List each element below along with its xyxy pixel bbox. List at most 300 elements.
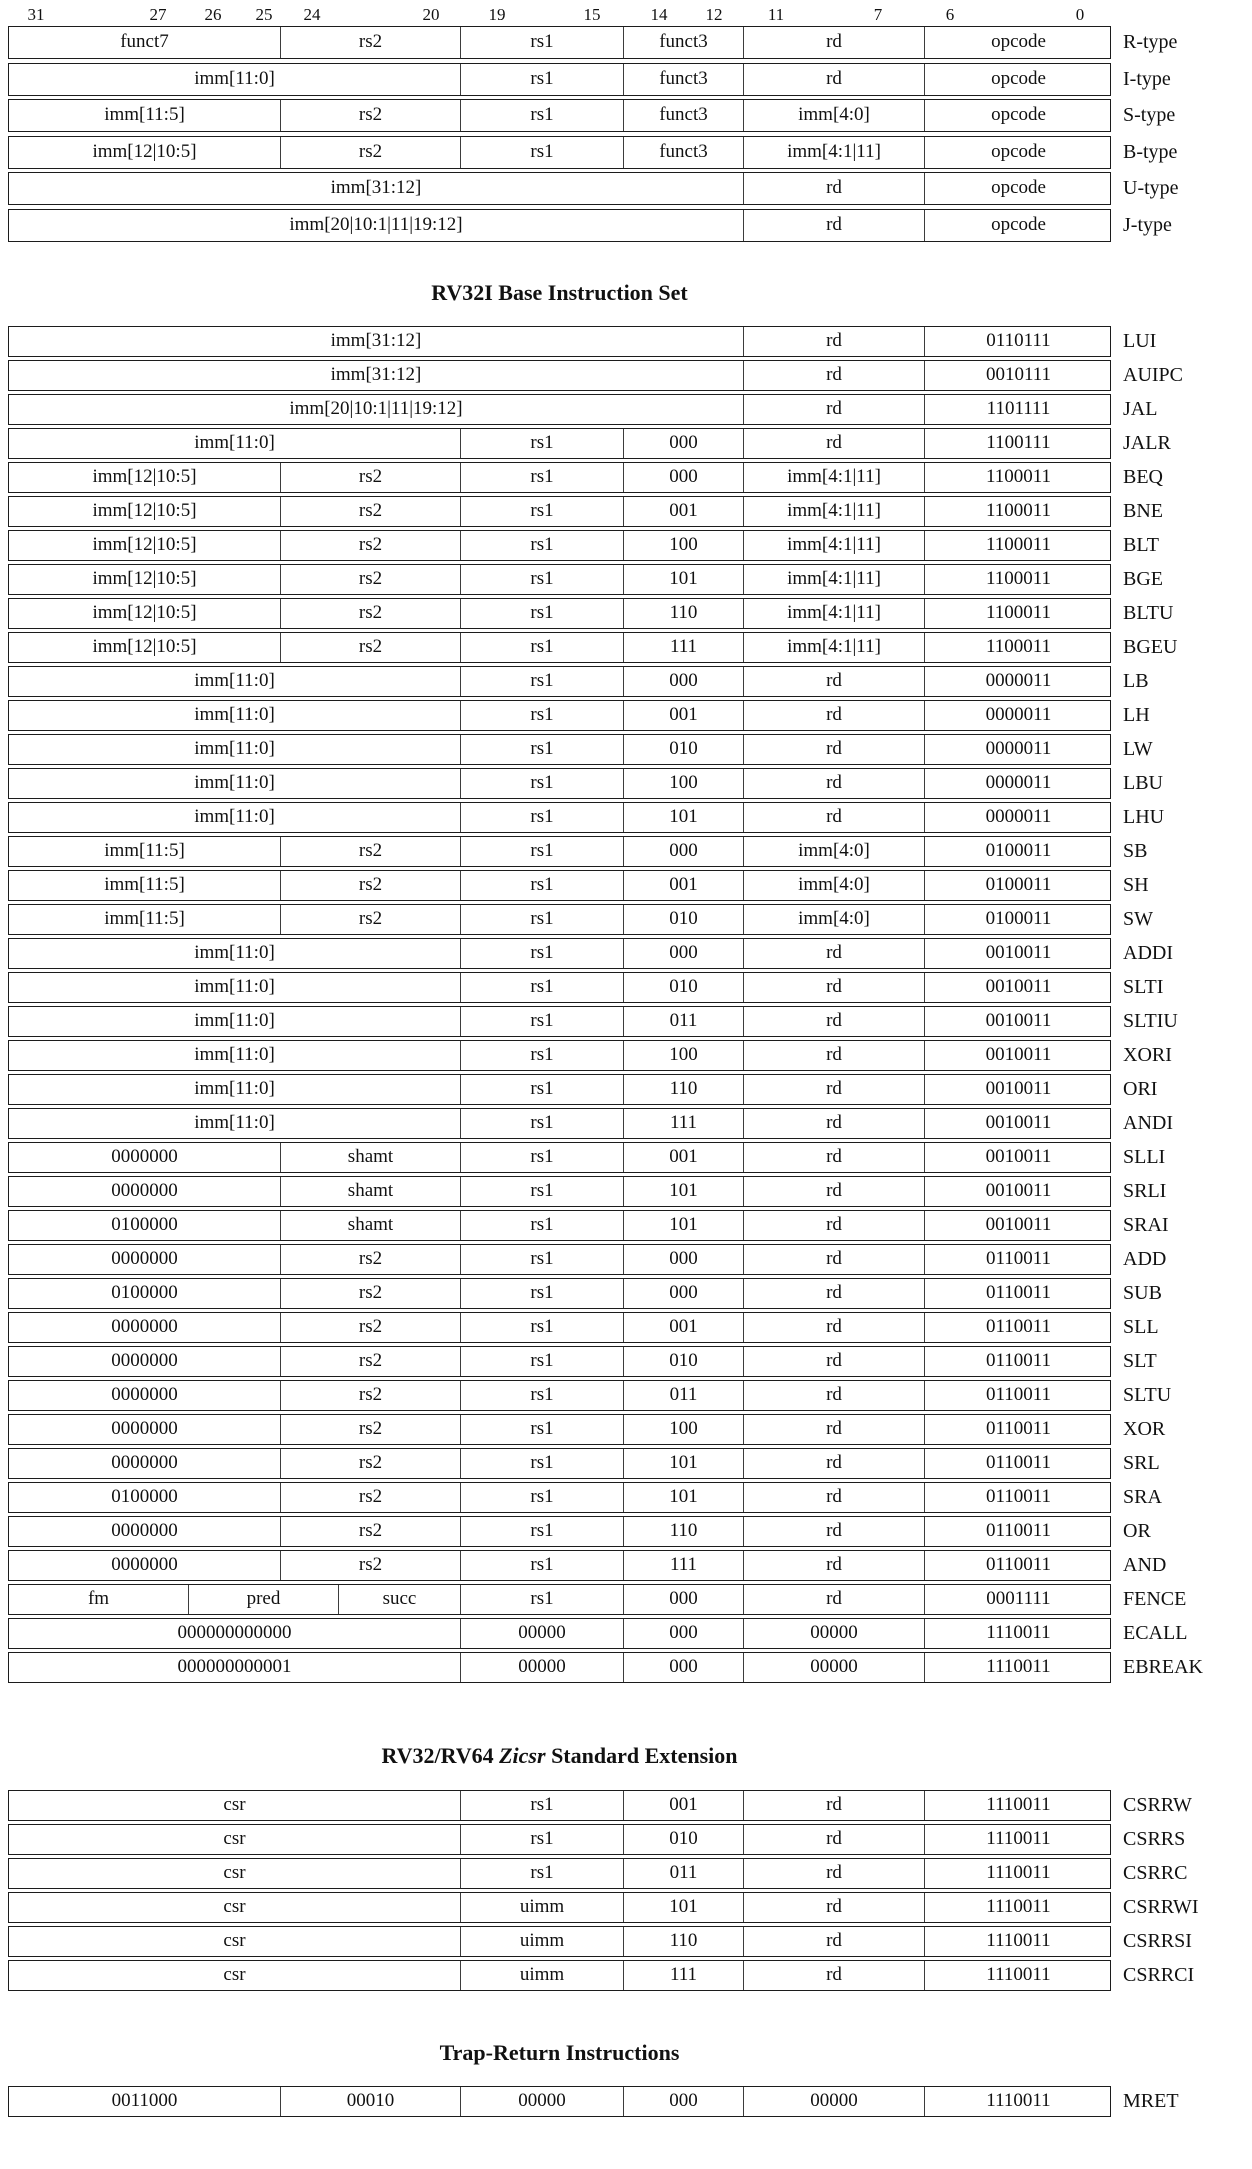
- bitfield-cell: csr: [223, 1828, 246, 1849]
- bitfield-cell: imm[31:12]: [330, 364, 422, 385]
- bitfield-cell: csr: [223, 1896, 246, 1917]
- bit-position-label: 7: [873, 5, 883, 24]
- bitfield-cell: rd: [743, 1313, 924, 1342]
- instruction-name: MRET: [1123, 2090, 1179, 2112]
- bitfield-cell: funct3: [623, 27, 743, 58]
- bitfield-cell: opcode: [924, 173, 1112, 204]
- instruction-row: [8, 462, 1163, 493]
- instruction-name: OR: [1123, 1520, 1151, 1542]
- bitfield-cell: imm[12|10:5]: [92, 500, 197, 521]
- bitfield-cell: rs1: [460, 463, 623, 492]
- format-type-name: U-type: [1123, 177, 1179, 199]
- instruction-name: SRLI: [1123, 1180, 1167, 1202]
- bitfield-cell: rd: [743, 973, 924, 1002]
- bitfield-cell: fm: [87, 1588, 110, 1609]
- bitfield-cell: 0000000: [111, 1418, 178, 1439]
- instruction-name: ADD: [1123, 1248, 1167, 1270]
- bit-position-label: 26: [204, 5, 222, 24]
- instruction-name: SW: [1123, 908, 1153, 930]
- bitfield-cell: 1100011: [924, 497, 1112, 526]
- bitfield-cell: 0100000: [111, 1214, 178, 1235]
- bitfield-cell: rs1: [460, 1313, 623, 1342]
- bitfield-cell: 0110111: [924, 327, 1112, 356]
- bitfield-cell: rs1: [460, 1177, 623, 1206]
- bitfield-cell: rs2: [280, 27, 460, 58]
- section-title-text: RV32I Base Instruction Set: [431, 280, 688, 305]
- bitfield-cell: rs2: [280, 463, 460, 492]
- bitfield-cell: 000: [623, 1585, 743, 1614]
- instruction-row: [8, 734, 1153, 765]
- bitfield-cell: 000: [623, 429, 743, 458]
- bitfield-cell: rs1: [460, 27, 623, 58]
- bitfield-cell: 00000: [460, 2087, 623, 2116]
- bitfield-cell: rs1: [460, 1551, 623, 1580]
- bitfield-cell: rd: [743, 1961, 924, 1990]
- format-row: [8, 136, 1178, 169]
- bitfield-cell: rd: [743, 1483, 924, 1512]
- bitfield-cell: rs2: [280, 497, 460, 526]
- bit-position-label: 25: [255, 5, 273, 24]
- section-title-suffix: Standard Extension: [545, 1743, 738, 1768]
- bitfield-cell: 0110011: [924, 1517, 1112, 1546]
- bitfield-cell: imm[12|10:5]: [92, 466, 197, 487]
- bitfield-cell: rd: [743, 1041, 924, 1070]
- bitfield-cell: 0110011: [924, 1551, 1112, 1580]
- format-type-name: R-type: [1123, 31, 1178, 53]
- bitfield-cell: 101: [623, 1483, 743, 1512]
- bitfield-cell: shamt: [280, 1211, 460, 1240]
- bitfield-cell: imm[11:5]: [104, 840, 185, 861]
- bitfield-cell: rs1: [460, 1007, 623, 1036]
- bitfield-cell: 1110011: [924, 1961, 1112, 1990]
- bitfield-cell: 0010011: [924, 1041, 1112, 1070]
- instruction-row: [8, 496, 1163, 527]
- bitfield-cell: 000: [623, 2087, 743, 2116]
- bitfield-cell: imm[11:0]: [194, 738, 275, 759]
- bitfield-cell: rd: [743, 1347, 924, 1376]
- bitfield-cell: imm[4:1|11]: [743, 599, 924, 628]
- bitfield-cell: 110: [623, 599, 743, 628]
- bitfield-cell: rd: [743, 1109, 924, 1138]
- bitfield-cell: 0000011: [924, 735, 1112, 764]
- bitfield-cell: 101: [623, 1449, 743, 1478]
- instruction-name: LW: [1123, 738, 1153, 760]
- bitfield-cell: opcode: [924, 137, 1112, 168]
- instruction-row: [8, 1584, 1187, 1615]
- instruction-row: [8, 1108, 1173, 1139]
- bitfield-cell: rd: [743, 361, 924, 390]
- bitfield-cell: imm[20|10:1|11|19:12]: [289, 213, 463, 235]
- instruction-row: [8, 1652, 1203, 1683]
- bitfield-cell: rs2: [280, 1245, 460, 1274]
- bitfield-cell: 000: [623, 1653, 743, 1682]
- bitfield-cell: rd: [743, 1893, 924, 1922]
- bitfield-cell: imm[11:5]: [104, 104, 185, 125]
- zicsr-instruction-table: [8, 1790, 1199, 1994]
- bitfield-cell: rs2: [280, 837, 460, 866]
- instruction-name: ECALL: [1123, 1622, 1188, 1644]
- bitfield-cell: imm[12|10:5]: [92, 568, 197, 589]
- bitfield-cell: imm[12|10:5]: [92, 636, 197, 657]
- instruction-name: SLL: [1123, 1316, 1159, 1338]
- bitfield-cell: 00010: [280, 2087, 460, 2116]
- bitfield-cell: opcode: [924, 210, 1112, 241]
- bitfield-cell: 0110011: [924, 1245, 1112, 1274]
- bitfield-cell: imm[4:1|11]: [743, 137, 924, 168]
- bitfield-cell: 0100011: [924, 837, 1112, 866]
- bitfield-cell: 101: [623, 803, 743, 832]
- bitfield-cell: rd: [743, 1859, 924, 1888]
- bitfield-cell: rd: [743, 1585, 924, 1614]
- bitfield-cell: rs1: [460, 1109, 623, 1138]
- bitfield-cell: imm[11:0]: [194, 67, 275, 89]
- instruction-row: [8, 1618, 1188, 1649]
- bitfield-cell: funct3: [623, 64, 743, 95]
- instruction-row: [8, 768, 1163, 799]
- bitfield-cell: 0100000: [111, 1486, 178, 1507]
- bitfield-cell: 0000000: [111, 1520, 178, 1541]
- bitfield-cell: 000000000001: [177, 1656, 292, 1677]
- bitfield-cell: 00000: [743, 1653, 924, 1682]
- bitfield-cell: 1100011: [924, 531, 1112, 560]
- bitfield-cell: imm[4:1|11]: [743, 463, 924, 492]
- bitfield-cell: 111: [623, 1961, 743, 1990]
- bitfield-cell: rs1: [460, 1483, 623, 1512]
- bitfield-cell: imm[11:0]: [194, 1044, 275, 1065]
- instruction-name: JALR: [1123, 432, 1171, 454]
- bitfield-cell: 1110011: [924, 1825, 1112, 1854]
- section-title-trap-return: [8, 2040, 1111, 2066]
- instruction-name: BLTU: [1123, 602, 1174, 624]
- bitfield-cell: rs1: [460, 100, 623, 131]
- bitfield-cell: rs2: [280, 1381, 460, 1410]
- bit-position-label: 20: [422, 5, 440, 24]
- instruction-row: [8, 632, 1178, 663]
- instruction-name: CSRRS: [1123, 1828, 1186, 1850]
- bitfield-cell: rs1: [460, 1143, 623, 1172]
- bitfield-cell: 0000000: [111, 1350, 178, 1371]
- bitfield-cell: 0000000: [111, 1316, 178, 1337]
- bitfield-cell: 0000000: [111, 1452, 178, 1473]
- bitfield-cell: 0100011: [924, 871, 1112, 900]
- bitfield-cell: rd: [743, 173, 924, 204]
- instruction-row: [8, 700, 1150, 731]
- instruction-name: LH: [1123, 704, 1150, 726]
- format-type-name: S-type: [1123, 104, 1176, 126]
- instruction-row: [8, 326, 1157, 357]
- bitfield-cell: funct3: [623, 137, 743, 168]
- bitfield-cell: 111: [623, 633, 743, 662]
- bitfield-cell: rs1: [460, 1859, 623, 1888]
- instruction-row: [8, 564, 1163, 595]
- bitfield-cell: 0010111: [924, 361, 1112, 390]
- instruction-row: [8, 1448, 1160, 1479]
- bitfield-cell: rs2: [280, 1279, 460, 1308]
- instruction-name: BGEU: [1123, 636, 1178, 658]
- bitfield-cell: rs1: [460, 599, 623, 628]
- bitfield-cell: 00000: [743, 2087, 924, 2116]
- bitfield-cell: rd: [743, 1381, 924, 1410]
- bitfield-cell: rs2: [280, 1483, 460, 1512]
- bitfield-cell: rs1: [460, 803, 623, 832]
- instruction-row: [8, 1006, 1178, 1037]
- instruction-row: [8, 802, 1165, 833]
- instruction-row: [8, 598, 1174, 629]
- bitfield-cell: imm[11:0]: [194, 942, 275, 963]
- instruction-format-table: [8, 26, 1179, 245]
- bitfield-cell: 000000000000: [177, 1622, 292, 1643]
- bitfield-cell: imm[4:1|11]: [743, 633, 924, 662]
- bitfield-cell: 0100011: [924, 905, 1112, 934]
- bitfield-cell: rs1: [460, 973, 623, 1002]
- instruction-row: [8, 1278, 1162, 1309]
- bitfield-cell: 001: [623, 497, 743, 526]
- bitfield-cell: rs1: [460, 701, 623, 730]
- bitfield-cell: imm[4:0]: [743, 100, 924, 131]
- instruction-name: CSRRWI: [1123, 1896, 1199, 1918]
- section-title-zicsr: [8, 1743, 1111, 1769]
- bitfield-cell: rs1: [460, 1791, 623, 1820]
- section-title-rv32i: [8, 280, 1111, 306]
- bitfield-cell: shamt: [280, 1143, 460, 1172]
- bitfield-cell: 110: [623, 1075, 743, 1104]
- format-row: [8, 172, 1179, 205]
- bitfield-cell: imm[12|10:5]: [92, 534, 197, 555]
- bitfield-cell: csr: [223, 1794, 246, 1815]
- bitfield-cell: rs1: [460, 531, 623, 560]
- instruction-name: BLT: [1123, 534, 1159, 556]
- bitfield-cell: rd: [743, 1075, 924, 1104]
- bitfield-cell: rs1: [460, 1825, 623, 1854]
- bitfield-cell: imm[4:0]: [743, 871, 924, 900]
- bitfield-cell: rs2: [280, 1517, 460, 1546]
- bitfield-cell: 010: [623, 735, 743, 764]
- format-type-name: B-type: [1123, 140, 1178, 163]
- instruction-row: [8, 1824, 1186, 1855]
- bitfield-cell: rd: [743, 1449, 924, 1478]
- bitfield-cell: imm[11:0]: [194, 806, 275, 827]
- bitfield-cell: rs1: [460, 1347, 623, 1376]
- bitfield-cell: uimm: [460, 1961, 623, 1990]
- bit-position-label: 19: [488, 5, 506, 24]
- instruction-row: [8, 1516, 1151, 1547]
- bitfield-cell: rd: [743, 429, 924, 458]
- bitfield-cell: 101: [623, 1893, 743, 1922]
- instruction-row: [8, 1244, 1167, 1275]
- instruction-row: [8, 1346, 1157, 1377]
- bitfield-cell: rs2: [280, 100, 460, 131]
- instruction-row: [8, 1482, 1162, 1513]
- bitfield-cell: 0110011: [924, 1415, 1112, 1444]
- bitfield-cell: rs1: [460, 1075, 623, 1104]
- bit-ruler: [0, 5, 1252, 25]
- bitfield-cell: rd: [743, 1825, 924, 1854]
- bitfield-cell: imm[11:5]: [104, 874, 185, 895]
- bitfield-cell: rd: [743, 701, 924, 730]
- bitfield-cell: rs2: [280, 1347, 460, 1376]
- instruction-row: [8, 1074, 1158, 1105]
- bitfield-cell: imm[4:0]: [743, 837, 924, 866]
- instruction-name: SLTIU: [1123, 1010, 1178, 1032]
- bitfield-cell: 010: [623, 905, 743, 934]
- instruction-row: [8, 1210, 1169, 1241]
- bitfield-cell: rd: [743, 1415, 924, 1444]
- bitfield-cell: 1100111: [924, 429, 1112, 458]
- bitfield-cell: rd: [743, 1007, 924, 1036]
- bitfield-cell: rs2: [280, 1313, 460, 1342]
- bitfield-cell: rd: [743, 735, 924, 764]
- section-title-prefix: RV32/RV64: [381, 1743, 500, 1768]
- instruction-name: CSRRSI: [1123, 1930, 1192, 1952]
- bitfield-cell: 000: [623, 1619, 743, 1648]
- instruction-row: [8, 428, 1171, 459]
- bit-position-label: 11: [767, 5, 785, 24]
- instruction-row: [8, 1960, 1195, 1991]
- instruction-name: SRA: [1123, 1486, 1162, 1508]
- bitfield-cell: rd: [743, 1245, 924, 1274]
- instruction-name: AND: [1123, 1554, 1167, 1576]
- bitfield-cell: 000: [623, 463, 743, 492]
- bitfield-cell: rs1: [460, 137, 623, 168]
- bitfield-cell: 1100011: [924, 565, 1112, 594]
- bitfield-cell: rs1: [460, 1585, 623, 1614]
- bitfield-cell: 111: [623, 1109, 743, 1138]
- bitfield-cell: 0010011: [924, 1177, 1112, 1206]
- bitfield-cell: 0010011: [924, 1007, 1112, 1036]
- bitfield-cell: 100: [623, 1041, 743, 1070]
- instruction-row: [8, 972, 1164, 1003]
- bit-position-label: 27: [149, 5, 167, 24]
- instruction-row: [8, 666, 1149, 697]
- instruction-row: [8, 1926, 1192, 1957]
- bitfield-cell: 0000000: [111, 1554, 178, 1575]
- instruction-name: SLT: [1123, 1350, 1157, 1372]
- bitfield-cell: csr: [223, 1862, 246, 1883]
- section-title-text: Trap-Return Instructions: [439, 2040, 680, 2065]
- bitfield-cell: rs1: [460, 429, 623, 458]
- bit-position-label: 14: [650, 5, 668, 24]
- instruction-row: [8, 1312, 1159, 1343]
- bitfield-cell: 0000011: [924, 769, 1112, 798]
- bitfield-cell: rs1: [460, 1449, 623, 1478]
- bitfield-cell: rd: [743, 1211, 924, 1240]
- bitfield-cell: imm[12|10:5]: [92, 140, 197, 162]
- bitfield-cell: funct7: [120, 31, 169, 52]
- bitfield-cell: 1110011: [924, 1619, 1112, 1648]
- bitfield-cell: rs1: [460, 497, 623, 526]
- bitfield-cell: rd: [743, 1791, 924, 1820]
- bitfield-cell: 0110011: [924, 1279, 1112, 1308]
- bitfield-cell: 101: [623, 565, 743, 594]
- bitfield-cell: opcode: [924, 27, 1112, 58]
- bitfield-cell: rd: [743, 1551, 924, 1580]
- bitfield-cell: rd: [743, 1927, 924, 1956]
- bitfield-cell: 101: [623, 1211, 743, 1240]
- bitfield-cell: 1101111: [924, 395, 1112, 424]
- instruction-row: [8, 836, 1148, 867]
- bitfield-cell: 0010011: [924, 1211, 1112, 1240]
- bitfield-cell: opcode: [924, 100, 1112, 131]
- bitfield-cell: rs2: [280, 1449, 460, 1478]
- bitfield-cell: 0010011: [924, 939, 1112, 968]
- instruction-row: [8, 1414, 1166, 1445]
- bitfield-cell: rs1: [460, 1415, 623, 1444]
- format-row: [8, 99, 1176, 132]
- instruction-row: [8, 1176, 1167, 1207]
- instruction-name: SRAI: [1123, 1214, 1169, 1236]
- instruction-row: [8, 1380, 1172, 1411]
- bitfield-cell: rd: [743, 769, 924, 798]
- section-title-italic: Zicsr: [499, 1743, 546, 1768]
- bitfield-cell: 0000000: [111, 1384, 178, 1405]
- bitfield-cell: 0110011: [924, 1313, 1112, 1342]
- instruction-name: CSRRCI: [1123, 1964, 1195, 1986]
- bitfield-cell: 010: [623, 1347, 743, 1376]
- bitfield-cell: rs1: [460, 871, 623, 900]
- instruction-name: CSRRW: [1123, 1794, 1192, 1816]
- bitfield-cell: rs1: [460, 905, 623, 934]
- bitfield-cell: rd: [743, 64, 924, 95]
- bitfield-cell: 100: [623, 1415, 743, 1444]
- instruction-name: ANDI: [1123, 1112, 1173, 1134]
- instruction-row: [8, 904, 1153, 935]
- bitfield-cell: imm[11:0]: [194, 772, 275, 793]
- bitfield-cell: pred: [188, 1585, 338, 1614]
- bitfield-cell: shamt: [280, 1177, 460, 1206]
- bitfield-cell: 101: [623, 1177, 743, 1206]
- bitfield-cell: 00000: [460, 1619, 623, 1648]
- bitfield-cell: opcode: [924, 64, 1112, 95]
- instruction-name: SH: [1123, 874, 1149, 896]
- bitfield-cell: imm[4:1|11]: [743, 497, 924, 526]
- bitfield-cell: 0000011: [924, 667, 1112, 696]
- bitfield-cell: 001: [623, 1313, 743, 1342]
- instruction-name: ADDI: [1123, 942, 1173, 964]
- instruction-name: CSRRC: [1123, 1862, 1188, 1884]
- bit-position-label: 31: [27, 5, 45, 24]
- bitfield-cell: imm[4:1|11]: [743, 565, 924, 594]
- bit-position-label: 15: [583, 5, 601, 24]
- instruction-name: SLTU: [1123, 1384, 1172, 1406]
- bitfield-cell: 0110011: [924, 1347, 1112, 1376]
- instruction-row: [8, 360, 1184, 391]
- bit-position-label: 6: [945, 5, 955, 24]
- bitfield-cell: 001: [623, 1791, 743, 1820]
- bitfield-cell: 000: [623, 837, 743, 866]
- bitfield-cell: 100: [623, 531, 743, 560]
- instruction-name: XOR: [1123, 1418, 1166, 1440]
- instruction-row: [8, 530, 1159, 561]
- bitfield-cell: 1110011: [924, 1893, 1112, 1922]
- bitfield-cell: rd: [743, 1177, 924, 1206]
- bitfield-cell: csr: [223, 1930, 246, 1951]
- instruction-name: AUIPC: [1123, 364, 1184, 386]
- bitfield-cell: 0001111: [924, 1585, 1112, 1614]
- bitfield-cell: rd: [743, 1517, 924, 1546]
- bit-position-label: 12: [705, 5, 723, 24]
- bitfield-cell: 0110011: [924, 1381, 1112, 1410]
- bitfield-cell: 1110011: [924, 2087, 1112, 2116]
- bitfield-cell: 000: [623, 1279, 743, 1308]
- bitfield-cell: 1110011: [924, 1653, 1112, 1682]
- instruction-name: FENCE: [1123, 1588, 1187, 1610]
- bitfield-cell: rd: [743, 395, 924, 424]
- format-row: [8, 26, 1178, 59]
- instruction-row: [8, 1040, 1172, 1071]
- bitfield-cell: imm[11:0]: [194, 1112, 275, 1133]
- bitfield-cell: 1110011: [924, 1927, 1112, 1956]
- bitfield-cell: imm[11:0]: [194, 1010, 275, 1031]
